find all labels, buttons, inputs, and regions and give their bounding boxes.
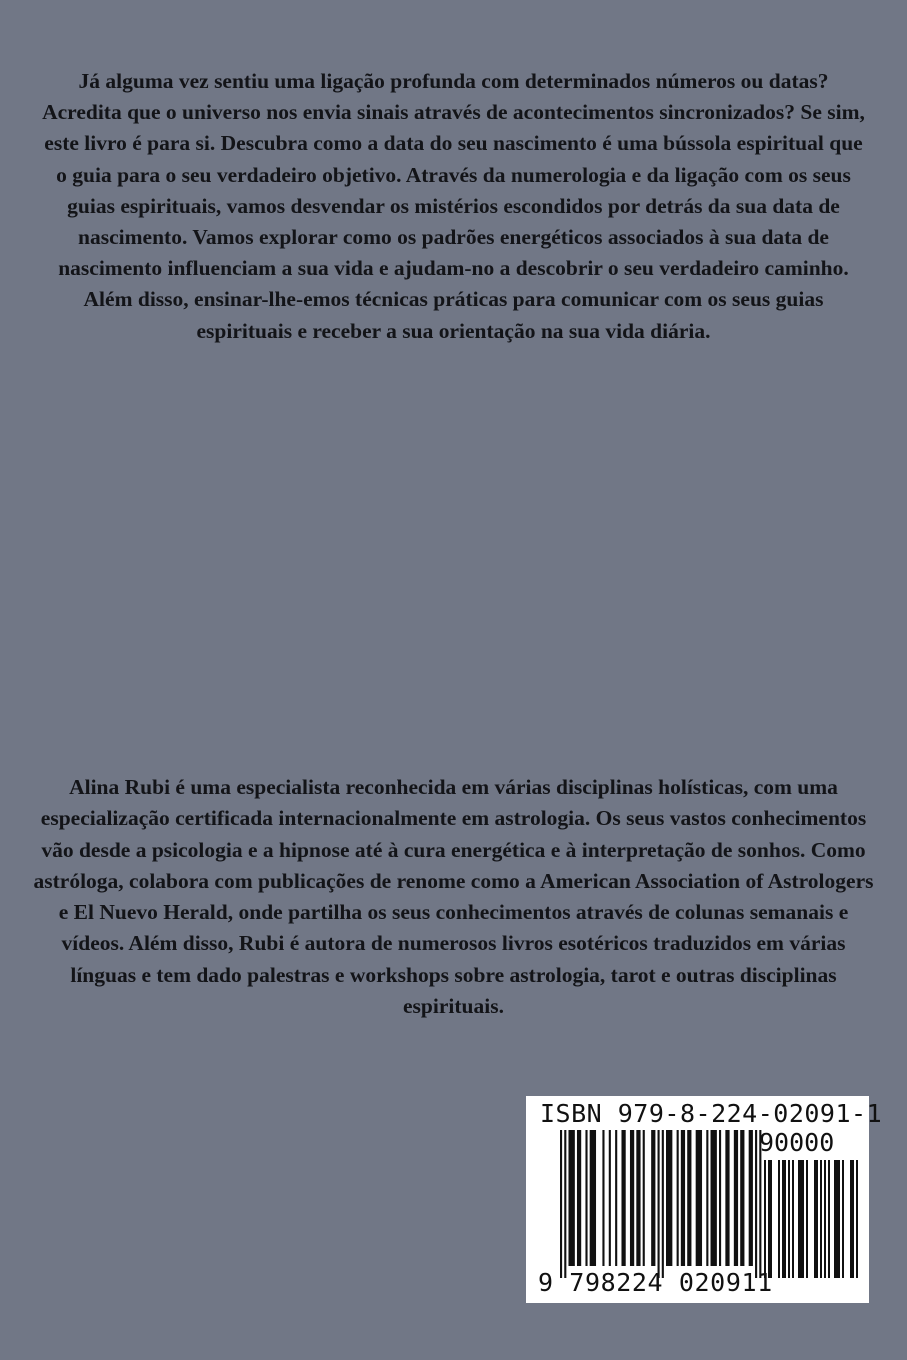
barcode-bar [856, 1160, 858, 1278]
barcode-bar [734, 1130, 738, 1266]
barcode-bar [842, 1160, 844, 1278]
barcode-bar [834, 1160, 840, 1278]
ean-digits-label: 9 798224 020911 [538, 1268, 773, 1297]
barcode-bar [788, 1160, 790, 1278]
barcode-bar [585, 1130, 587, 1266]
barcode-bar [820, 1160, 822, 1278]
barcode-bar [609, 1130, 611, 1266]
barcode-bar [711, 1130, 717, 1266]
barcode-bar [687, 1130, 691, 1266]
barcode-bar [782, 1160, 786, 1278]
barcode-bar [749, 1130, 753, 1266]
barcode-bar [798, 1160, 804, 1278]
barcode-bar [560, 1130, 562, 1278]
barcode-bar [615, 1130, 617, 1266]
barcode-bar [621, 1130, 625, 1266]
barcode-bar [850, 1160, 854, 1278]
barcode-bar [564, 1130, 566, 1278]
barcode-bar [666, 1130, 672, 1266]
barcode-bar [824, 1160, 826, 1278]
barcode-bar [725, 1130, 729, 1266]
barcode-bar [696, 1130, 702, 1266]
barcode-bar [740, 1130, 744, 1266]
book-blurb: Já alguma vez sentiu uma ligação profunda com determinados números ou datas? Acredita que o universo nos envia sinais através de acontecimentos sincronizados? Se sim, este livro é para si. Descubra como a data do seu nascimento é uma bússola espiritual que o guia para o seu verdadeiro objetivo. Através da numerologia e da ligação com os seus guias espirituais, vamos desvendar os mistérios escondidos por detrás da sua data de nascimento. Vamos explorar como os padrões energéticos associados à sua data de nascimento influenciam a sua vida e ajudam-no a descobrir o seu verdadeiro caminho. Além disso, ensinar-lhe-emos técnicas práticas para comunicar com os seus guias espirituais e receber a sua orientação na sua vida diária. [42, 69, 865, 343]
barcode-bar [828, 1160, 830, 1278]
barcode-bar [719, 1130, 721, 1266]
price-code: 90000 [759, 1128, 835, 1157]
isbn-label: ISBN 979-8-224-02091-1 [540, 1099, 883, 1128]
barcode-bar [651, 1130, 655, 1266]
barcode-bar [706, 1130, 708, 1266]
barcode-bar [636, 1130, 640, 1266]
barcode-bar [630, 1130, 634, 1266]
barcode-bar [806, 1160, 808, 1278]
barcode-bar [768, 1160, 772, 1278]
barcode-bar [643, 1130, 645, 1266]
barcode-bar [662, 1130, 664, 1278]
barcode-bar [755, 1130, 757, 1278]
barcode-bar [590, 1130, 596, 1266]
barcode-bar [577, 1130, 581, 1266]
barcode-bar [677, 1130, 679, 1266]
barcode-bar [602, 1130, 604, 1266]
isbn-barcode [526, 1096, 883, 1303]
barcode-bar [658, 1130, 660, 1278]
barcode-bar [764, 1160, 766, 1278]
author-bio: Alina Rubi é uma especialista reconhecida em várias disciplinas holísticas, com uma especialização certificada internacionalmente em astrologia. Os seus vastos conhecimentos vão desde a psicologia e a hipnose até à cura energética e à interpretação de sonhos. Como astróloga, colabora com publicações de renome como a American Association of Astrologers e El Nuevo Herald, onde partilha os seus conhecimentos através de colunas semanais e vídeos. Além disso, Rubi é autora de numerosos livros esotéricos traduzidos em várias línguas e tem dado palestras e workshops sobre astrologia, tarot e outras disciplinas espirituais. [33, 775, 874, 1019]
barcode-bar [814, 1160, 818, 1278]
barcode-bar [792, 1160, 794, 1278]
barcode-bar [568, 1130, 574, 1266]
barcode-bar [778, 1160, 780, 1278]
barcode-bar [681, 1130, 685, 1266]
